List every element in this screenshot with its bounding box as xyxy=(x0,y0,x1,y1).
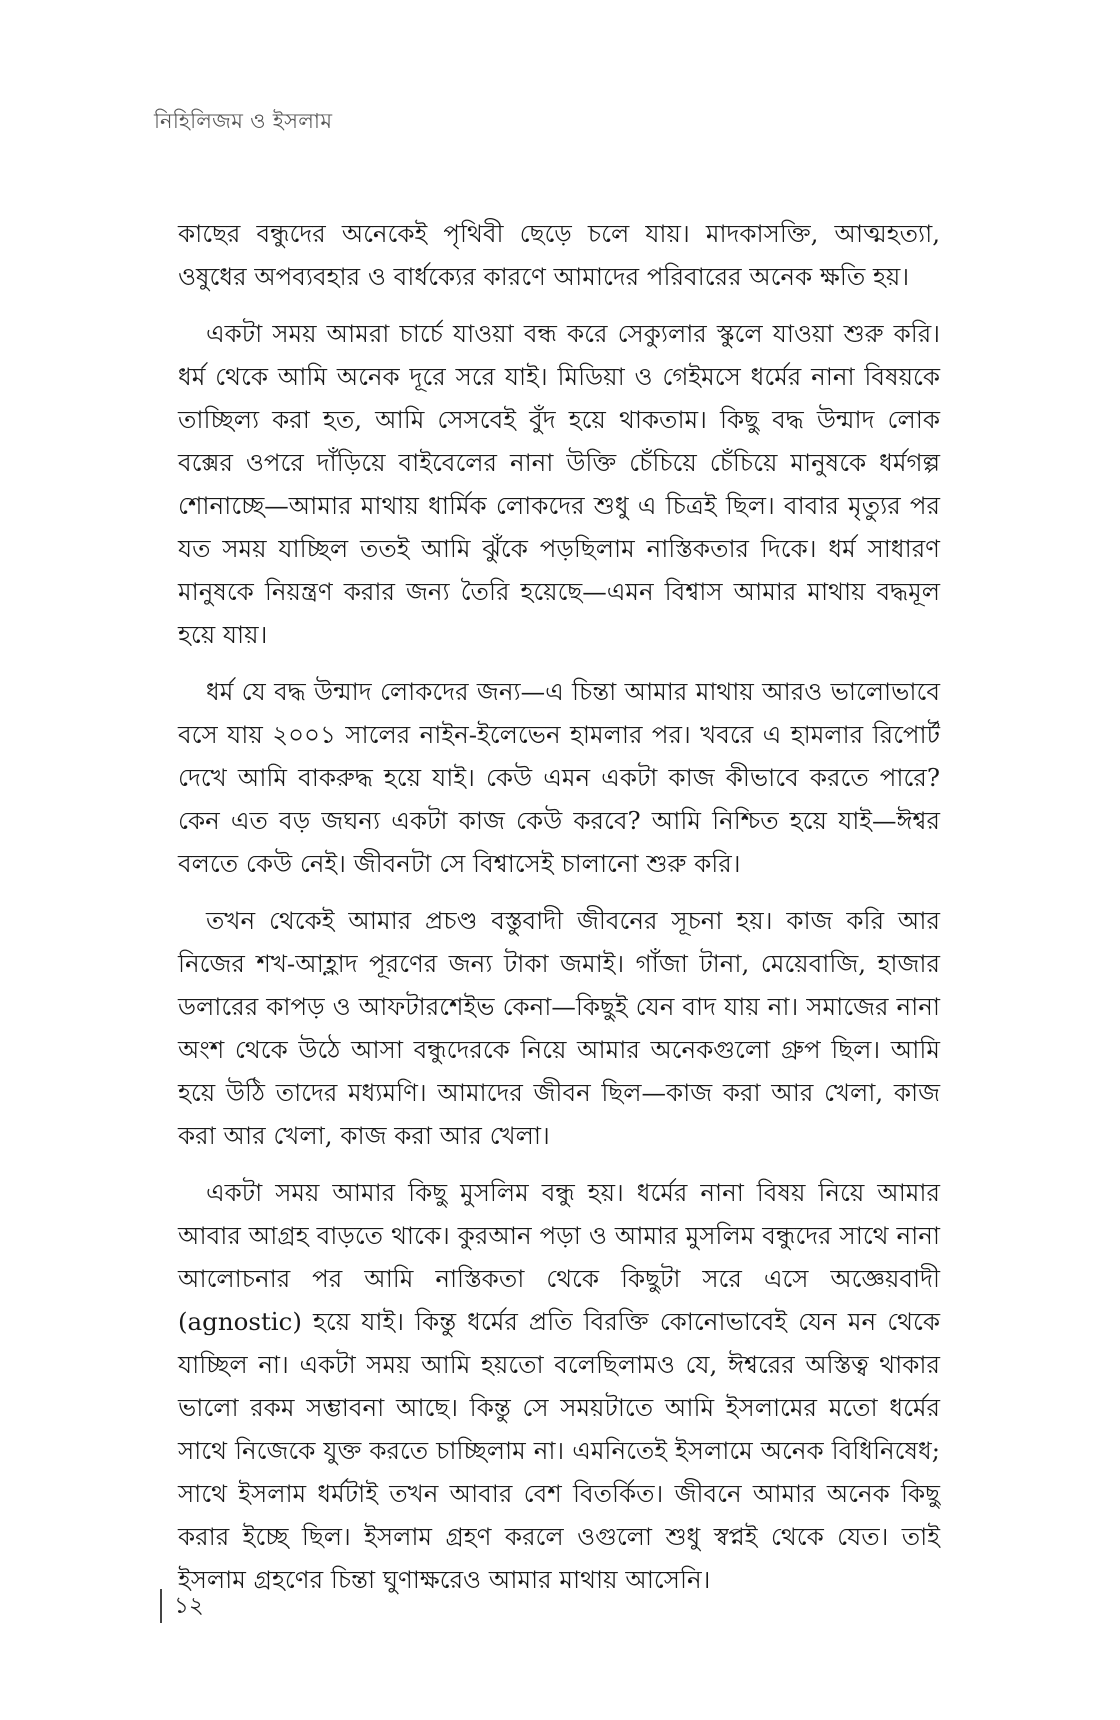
body-text xyxy=(178,212,940,1615)
paragraph-2: একটা সময় আমরা চার্চে যাওয়া বন্ধ করে সেক্যুলার স্কুলে যাওয়া শুরু করি। ধর্ম থেকে আমি অনেক দূরে সরে যাই। মিডিয়া ও গেইমসে ধর্মের নানা বিষয়কে তাচ্ছিল্য করা হত, আমি সেসবেই বুঁদ হয়ে থাকতাম। কিছু বদ্ধ উন্মাদ লোক বক্সের ওপরে দাঁড়িয়ে বাইবেলের নানা উক্তি চেঁচিয়ে চেঁচিয়ে মানুষকে ধর্মগল্প শোনাচ্ছে—আমার মাথায় ধার্মিক লোকদের শুধু এ চিত্রই ছিল। বাবার মৃত্যুর পর যত সময় যাচ্ছিল ততই আমি ঝুঁকে পড়ছিলাম নাস্তিকতার দিকে। ধর্ম সাধারণ মানুষকে নিয়ন্ত্রণ করার জন্য তৈরি হয়েছে—এমন বিশ্বাস আমার মাথায় বদ্ধমূল হয়ে যায়। xyxy=(178,319,940,649)
paragraph-4: তখন থেকেই আমার প্রচণ্ড বস্তুবাদী জীবনের সূচনা হয়। কাজ করি আর নিজের শখ-আহ্লাদ পূরণের জন্য টাকা জমাই। গাঁজা টানা, মেয়েবাজি, হাজার ডলারের কাপড় ও আফটারশেইভ কেনা—কিছুই যেন বাদ যায় না। সমাজের নানা অংশ থেকে উঠে আসা বন্ধুদেরকে নিয়ে আমার অনেকগুলো গ্রুপ ছিল। আমি হয়ে উঠি তাদের মধ্যমণি। আমাদের জীবন ছিল—কাজ করা আর খেলা, কাজ করা আর খেলা, কাজ করা আর খেলা। xyxy=(178,906,940,1150)
running-header-title: নিহিলিজম ও ইসলাম xyxy=(154,109,333,133)
paragraph-1: কাছের বন্ধুদের অনেকেই পৃথিবী ছেড়ে চলে যায়। মাদকাসক্তি, আত্মহত্যা, ওষুধের অপব্যবহার ও বার্ধক্যের কারণে আমাদের পরিবারের অনেক ক্ষতি হয়। xyxy=(178,219,940,291)
footer-divider xyxy=(160,1589,162,1623)
page-number: ১২ xyxy=(174,1592,204,1619)
page-footer xyxy=(160,1587,204,1625)
paragraph-5: একটা সময় আমার কিছু মুসলিম বন্ধু হয়। ধর্মের নানা বিষয় নিয়ে আমার আবার আগ্রহ বাড়তে থাকে। কুরআন পড়া ও আমার মুসলিম বন্ধুদের সাথে নানা আলোচনার পর আমি নাস্তিকতা থেকে কিছুটা সরে এসে অজ্ঞেয়বাদী (agnostic) হয়ে যাই। কিন্তু ধর্মের প্রতি বিরক্তি কোনোভাবেই যেন মন থেকে যাচ্ছিল না। একটা সময় আমি হয়তো বলেছিলামও যে, ঈশ্বরের অস্তিত্ব থাকার ভালো রকম সম্ভাবনা আছে। কিন্তু সে সময়টাতে আমি ইসলামের মতো ধর্মের সাথে নিজেকে যুক্ত করতে চাচ্ছিলাম না। এমনিতেই ইসলামে অনেক বিধিনিষেধ; সাথে ইসলাম ধর্মটাই তখন আবার বেশ বিতর্কিত। জীবনে আমার অনেক কিছু করার ইচ্ছে ছিল। ইসলাম গ্রহণ করলে ওগুলো শুধু স্বপ্নই থেকে যেত। তাই ইসলাম গ্রহণের চিন্তা ঘুণাক্ষরেও আমার মাথায় আসেনি। xyxy=(178,1178,940,1594)
paragraph-3: ধর্ম যে বদ্ধ উন্মাদ লোকদের জন্য—এ চিন্তা আমার মাথায় আরও ভালোভাবে বসে যায় ২০০১ সালের নাইন-ইলেভেন হামলার পর। খবরে এ হামলার রিপোর্ট দেখে আমি বাকরুদ্ধ হয়ে যাই। কেউ এমন একটা কাজ কীভাবে করতে পারে? কেন এত বড় জঘন্য একটা কাজ কেউ করবে? আমি নিশ্চিত হয়ে যাই—ঈশ্বর বলতে কেউ নেই। জীবনটা সে বিশ্বাসেই চালানো শুরু করি। xyxy=(178,677,940,878)
